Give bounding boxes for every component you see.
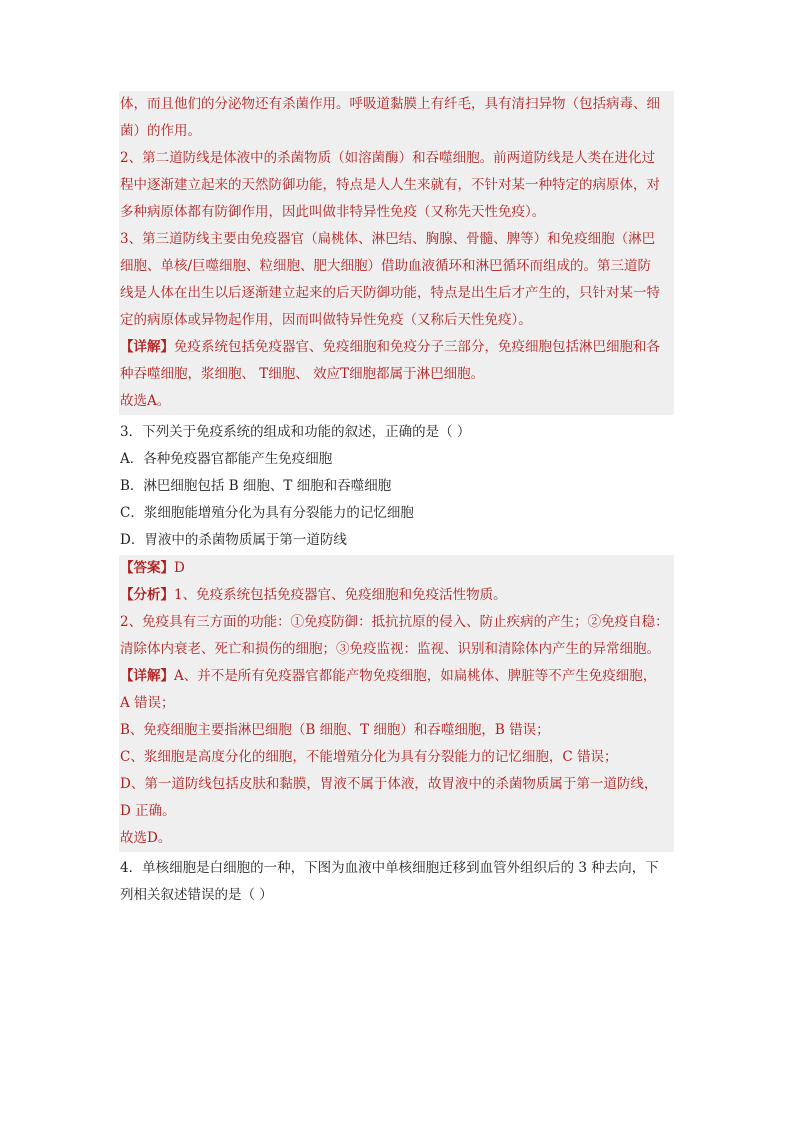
question-4 xyxy=(119,855,674,909)
explanation-line: D 正确。 xyxy=(120,803,176,819)
explanation-block-q2 xyxy=(119,91,674,415)
explanation-line: 种吞噬细胞，浆细胞、 T细胞、 效应T细胞都属于淋巴细胞。 xyxy=(120,366,485,382)
answer-value: D xyxy=(174,560,185,576)
detail-tag: 【详解】 xyxy=(120,668,174,684)
question-3 xyxy=(119,419,674,554)
question-stem: 3．下列关于免疫系统的组成和功能的叙述，正确的是（ ） xyxy=(120,424,471,440)
answer-line xyxy=(119,555,674,582)
conclusion-line: 故选D。 xyxy=(120,830,172,846)
explanation-line: 细胞、单核/巨噬细胞、粒细胞、肥大细胞）借助血液循环和淋巴循环而组成的。第三道防 xyxy=(120,258,652,274)
explanation-line: 3、第三道防线主要由免疫器官（扁桃体、淋巴结、胸腺、骨髓、脾等）和免疫细胞（淋巴 xyxy=(120,231,656,247)
question-stem: 4．单核细胞是白细胞的一种，下图为血液中单核细胞迁移到血管外组织后的 3 种去向，下 xyxy=(120,860,659,876)
detail-tag: 【详解】 xyxy=(120,339,174,355)
analysis-line: 【分析】1、免疫系统包括免疫器官、免疫细胞和免疫活性物质。 xyxy=(120,587,507,603)
explanation-line: C、浆细胞是高度分化的细胞，不能增殖分化为具有分裂能力的记忆细胞，C 错误； xyxy=(120,749,618,765)
conclusion-line: 故选A。 xyxy=(120,393,171,409)
explanation-line: 定的病原体或异物起作用，因而叫做特异性免疫（又称后天性免疫）。 xyxy=(120,312,532,328)
explanation-line: 菌）的作用。 xyxy=(120,123,201,139)
option-c: C．浆细胞能增殖分化为具有分裂能力的记忆细胞 xyxy=(120,505,414,521)
explanation-line: D、第一道防线包括皮肤和黏膜，胃液不属于体液，故胃液中的杀菌物质属于第一道防线， xyxy=(120,776,658,792)
explanation-line: B、免疫细胞主要指淋巴细胞（B 细胞、T 细胞）和吞噬细胞，B 错误； xyxy=(120,722,550,738)
analysis-tag: 【分析】 xyxy=(120,587,174,603)
option-a: A．各种免疫器官都能产生免疫细胞 xyxy=(120,451,333,467)
detail-line: 【详解】A、并不是所有免疫器官都能产物免疫细胞，如扁桃体、脾脏等不产生免疫细胞， xyxy=(120,668,657,684)
explanation-line: 多种病原体都有防御作用，因此叫做非特异性免疫（又称先天性免疫）。 xyxy=(120,204,546,220)
detail-line: 【详解】免疫系统包括免疫器官、免疫细胞和免疫分子三部分，免疫细胞包括淋巴细胞和各 xyxy=(120,339,660,355)
explanation-block-q3 xyxy=(119,555,674,852)
answer-tag: 【答案】 xyxy=(120,560,174,576)
question-stem-continued: 列相关叙述错误的是（ ） xyxy=(120,887,273,903)
option-d: D．胃液中的杀菌物质属于第一道防线 xyxy=(120,532,347,548)
explanation-line: A 错误； xyxy=(120,695,175,711)
explanation-line: 程中逐渐建立起来的天然防御功能，特点是人人生来就有，不针对某一种特定的病原体，对 xyxy=(120,177,660,193)
option-b: B．淋巴细胞包括 B 细胞、T 细胞和吞噬细胞 xyxy=(120,478,392,494)
explanation-line: 2、免疫具有三方面的功能：①免疫防御：抵抗抗原的侵入、防止疾病的产生；②免疫自稳： xyxy=(120,614,669,630)
explanation-line: 体，而且他们的分泌物还有杀菌作用。呼吸道黏膜上有纤毛，具有清扫异物（包括病毒、细 xyxy=(120,96,660,112)
explanation-line: 线是人体在出生以后逐渐建立起来的后天防御功能，特点是出生后才产生的，只针对某一特 xyxy=(120,285,660,301)
explanation-line: 清除体内衰老、死亡和损伤的细胞；③免疫监视：监视、识别和清除体内产生的异常细胞。 xyxy=(120,641,660,657)
explanation-line: 2、第二道防线是体液中的杀菌物质（如溶菌酶）和吞噬细胞。前两道防线是人类在进化过 xyxy=(120,150,656,166)
